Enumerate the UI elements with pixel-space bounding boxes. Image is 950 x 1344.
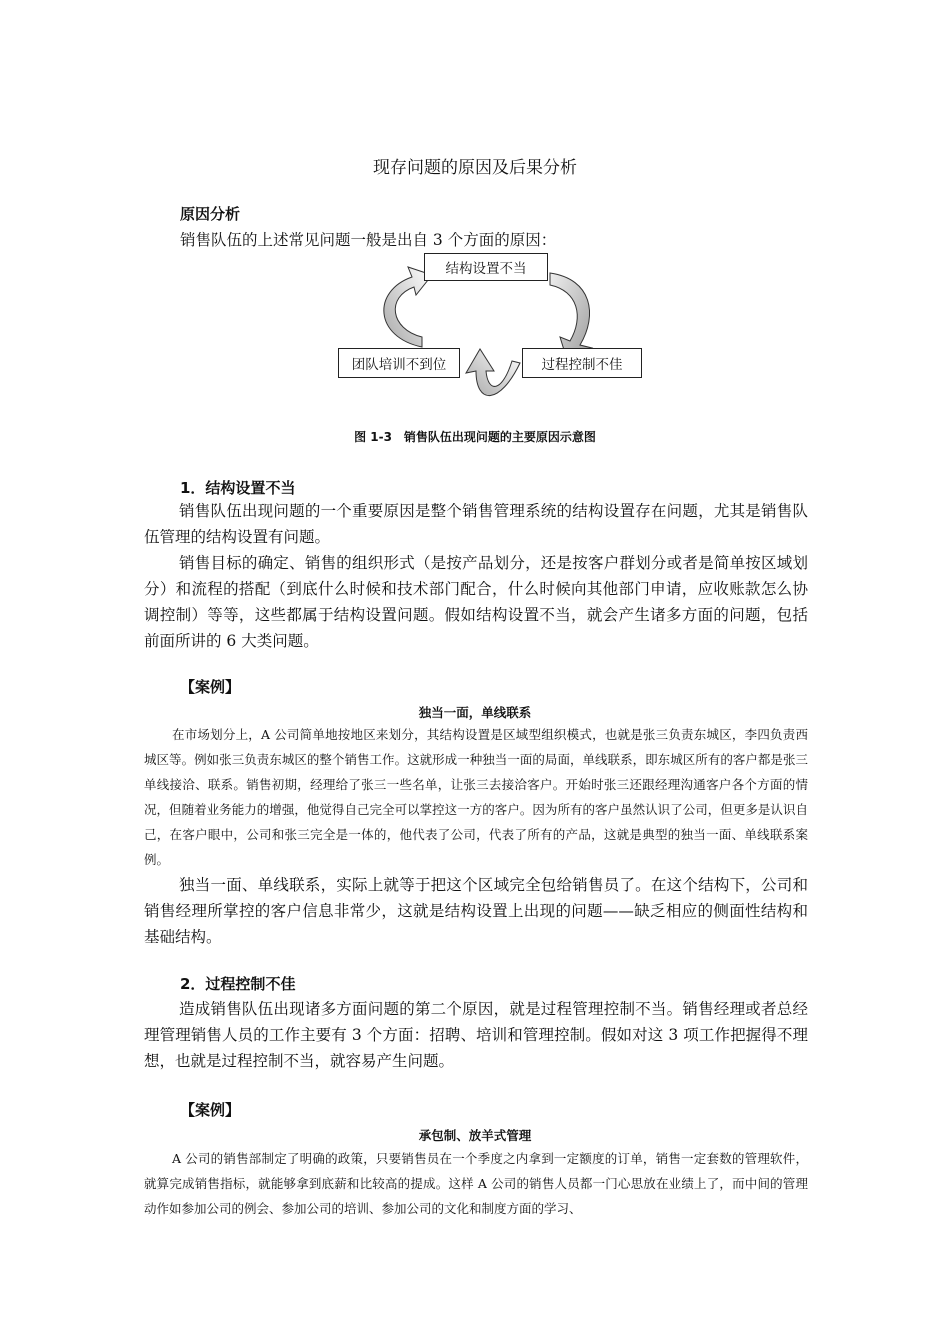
case-label-1: 【案例】 (180, 678, 241, 696)
case-body-1: 在市场划分上，A 公司简单地按地区来划分，其结构设置是区域型组织模式，也就是张三负责东城区，李四负责西城区等。例如张三负责东城区的整个销售工作。这就形成一种独当一面的局面，单线联系，即东城区所有的客户都是张三单线接洽、联系。销售初期，经理给了张三一些名单，让张三去接洽客户。开始时张三还跟经理沟通客户各个方面的情况，但随着业务能力的增强，他觉得自己完全可以掌控这一方的客户。因为所有的客户虽然认识了公司，但更多是认识自己，在客户眼中，公司和张三完全是一体的，他代表了公司，代表了所有的产品，这就是典型的独当一面、单线联系案例。 (144, 727, 808, 867)
arrow-right-to-left (466, 349, 520, 396)
page-title: 现存问题的原因及后果分析 (373, 158, 577, 178)
box-process: 过程控制不佳 (522, 348, 642, 378)
heading-process: 2．过程控制不佳 (180, 975, 296, 993)
case-title-1: 独当一面，单线联系 (418, 705, 532, 720)
cause-intro: 销售队伍的上述常见问题一般是出自 3 个方面的原因： (180, 231, 557, 249)
paragraph-structure-2: 销售目标的确定、销售的组织形式（是按产品划分，还是按客户群划分或者是简单按区域划分）和流程的搭配（到底什么时候和技术部门配合，什么时候向其他部门申请，应收账款怎么协调控制）等等，这些都属于结构设置问题。假如结构设置不当，就会产生诸多方面的问题，包括前面所讲的 6 大类问题。 (144, 554, 808, 650)
cause-cycle-diagram (330, 245, 650, 405)
paragraph-structure-1: 销售队伍出现问题的一个重要原因是整个销售管理系统的结构设置存在问题，尤其是销售队伍管理的结构设置有问题。 (144, 502, 808, 546)
paragraph-structure-3: 独当一面、单线联系，实际上就等于把这个区域完全包给销售员了。在这个结构下，公司和销售经理所掌控的客户信息非常少，这就是结构设置上出现的问题——缺乏相应的侧面性结构和基础结构。 (144, 876, 808, 946)
figure-caption: 图 1-3 销售队伍出现问题的主要原因示意图 (354, 430, 596, 444)
section-heading-cause: 原因分析 (180, 205, 241, 223)
paragraph-process-1: 造成销售队伍出现诸多方面问题的第二个原因，就是过程管理控制不当。销售经理或者总经理管理销售人员的工作主要有 3 个方面：招聘、培训和管理控制。假如对这 3 项工作把握得不理想，也就是过程控制不当，就容易产生问题。 (144, 1000, 808, 1070)
case-label-2: 【案例】 (180, 1101, 241, 1119)
case-title-2: 承包制、放羊式管理 (418, 1128, 532, 1143)
heading-structure: 1．结构设置不当 (180, 479, 296, 497)
case-body-2: A 公司的销售部制定了明确的政策，只要销售员在一个季度之内拿到一定额度的订单，销售一定套数的管理软件，就算完成销售指标，就能够拿到底薪和比较高的提成。这样 A 公司的销售人员都一门心思放在业绩上了，而中间的管理动作如参加公司的例会、参加公司的培训、参加公司的文化和制度方面的学习、 (144, 1151, 808, 1216)
box-training: 团队培训不到位 (338, 348, 460, 378)
box-structure: 结构设置不当 (424, 253, 548, 281)
